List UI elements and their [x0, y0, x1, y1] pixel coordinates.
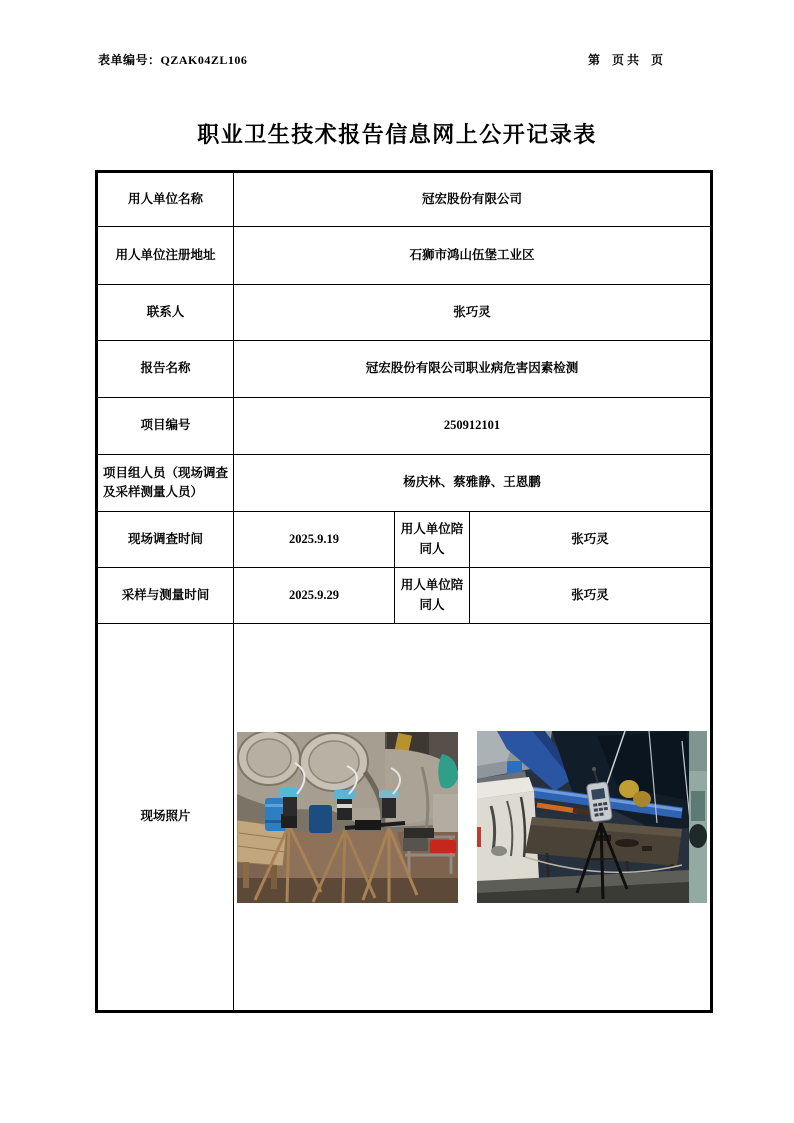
table-row	[97, 227, 712, 285]
employer-name-label: 用人单位名称	[97, 172, 234, 227]
page-title: 职业卫生技术报告信息网上公开记录表	[197, 122, 597, 147]
report-name-label: 报告名称	[97, 341, 234, 398]
table-row	[97, 172, 712, 227]
employer-name-value: 冠宏股份有限公司	[234, 172, 712, 227]
survey-companion-value: 张巧灵	[470, 512, 712, 568]
site-photo-noise-meter-icon	[477, 731, 707, 903]
sampling-companion-label: 用人单位陪同人	[395, 568, 470, 624]
table-row	[97, 285, 712, 341]
table-row	[97, 568, 712, 624]
project-number-label: 项目编号	[97, 398, 234, 455]
project-team-label: 项目组人员（现场调查及采样测量人员）	[97, 455, 234, 512]
table-row	[97, 455, 712, 512]
table-row	[97, 341, 712, 398]
site-photo-sampling-tripods-icon	[237, 732, 458, 903]
survey-companion-label: 用人单位陪同人	[395, 512, 470, 568]
survey-date-label: 现场调查时间	[97, 512, 234, 568]
project-team-value: 杨庆林、蔡雅静、王恩鹏	[234, 455, 712, 512]
contact-person-value: 张巧灵	[234, 285, 712, 341]
record-table	[95, 170, 713, 1013]
sampling-date-value: 2025.9.29	[234, 568, 395, 624]
page-indicator: 第 页 共 页	[588, 53, 664, 67]
survey-date-value: 2025.9.19	[234, 512, 395, 568]
photo-wrap	[237, 731, 707, 903]
table-row	[97, 398, 712, 455]
site-photos-label: 现场照片	[97, 624, 234, 1012]
form-number: 表单编号：QZAK04ZL106	[98, 53, 248, 67]
employer-address-label: 用人单位注册地址	[97, 227, 234, 285]
report-name-value: 冠宏股份有限公司职业病危害因素检测	[234, 341, 712, 398]
sampling-date-label: 采样与测量时间	[97, 568, 234, 624]
employer-address-value: 石狮市鸿山伍堡工业区	[234, 227, 712, 285]
site-photos-cell	[234, 624, 712, 1012]
sampling-companion-value: 张巧灵	[470, 568, 712, 624]
table-row	[97, 512, 712, 568]
contact-person-label: 联系人	[97, 285, 234, 341]
project-number-value: 250912101	[234, 398, 712, 455]
table-row	[97, 624, 712, 1012]
